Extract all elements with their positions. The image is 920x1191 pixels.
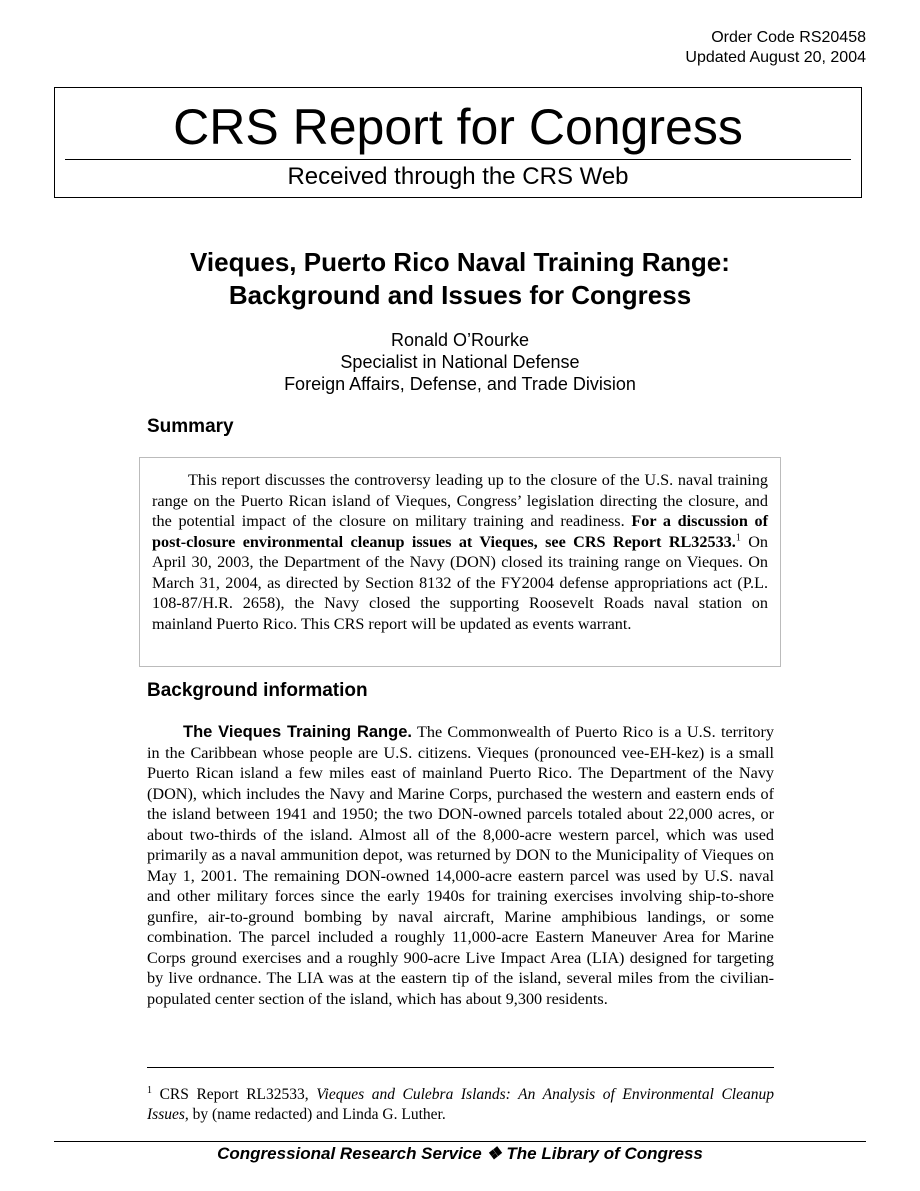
- summary-text-part-2: On April 30, 2003, the Department of the Navy (DON) closed its training range on Vieques. On March 31, 2004, as directed by Section 8132 of the FY2004 defense appropriations act (P.L. 108-87/H.R. 2658), the Navy closed the supporting Roosevelt Roads naval station on mainland Puerto Rico. This CRS report will be updated as events warrant.: [152, 532, 768, 633]
- footer-right: The Library of Congress: [506, 1144, 703, 1163]
- order-code: Order Code RS20458: [711, 29, 866, 46]
- footnote: [147, 1085, 774, 1125]
- background-heading: Background information: [147, 680, 368, 701]
- footnote-cited-title: Vieques and Culebra Islands: An Analysis of Environmental Cleanup Issues: [147, 1086, 774, 1123]
- masthead-subtitle: Received through the CRS Web: [287, 163, 629, 190]
- masthead: [54, 87, 862, 198]
- footer: [54, 1143, 866, 1165]
- summary-box: [139, 457, 781, 667]
- updated-date: Updated August 20, 2004: [685, 49, 866, 66]
- runin-heading: The Vieques Training Range.: [183, 723, 412, 741]
- author-title: Specialist in National Defense: [340, 352, 580, 372]
- author-division: Foreign Affairs, Defense, and Trade Division: [284, 374, 636, 394]
- masthead-rule: [65, 159, 851, 160]
- footer-rule: [54, 1141, 866, 1142]
- summary-text: [152, 470, 768, 634]
- footer-separator-icon: ❖: [486, 1144, 502, 1163]
- summary-text-part-1: This report discusses the controversy leading up to the closure of the U.S. naval training range on the Puerto Rican island of Vieques, Congress’ legislation directing the closure, and the potential impact of the closure on military training and readiness.: [152, 471, 768, 530]
- footnote-separator: [147, 1067, 774, 1068]
- author-block: [100, 329, 820, 395]
- document-title: [100, 246, 820, 312]
- author-name: Ronald O’Rourke: [390, 330, 530, 350]
- document-title-line-2: Background and Issues for Congress: [228, 280, 692, 310]
- summary-bold-text: For a discussion of post-closure environmental cleanup issues at Vieques, see CRS Report RL32533.: [152, 512, 769, 551]
- footnote-text-part-2: , by (name redacted) and Linda G. Luther.: [184, 1106, 446, 1123]
- order-info: [685, 28, 866, 68]
- footnote-marker: 1: [147, 1084, 152, 1096]
- footnote-text-part-1: CRS Report RL32533,: [152, 1086, 317, 1103]
- footer-left: Congressional Research Service: [217, 1144, 482, 1163]
- document-title-line-1: Vieques, Puerto Rico Naval Training Range:: [190, 247, 730, 277]
- background-paragraph: [147, 722, 774, 1009]
- background-text: The Commonwealth of Puerto Rico is a U.S. territory in the Caribbean whose people are U.S. citizens. Vieques (pronounced vee-EH-kez) is a small Puerto Rican island a few miles east of mainland Puerto Rico. The Department of the Navy (DON), which includes the Navy and Marine Corps, purchased the western and eastern ends of the island between 1941 and 1950; the two DON-owned parcels totaled about 22,000 acres, or about two-thirds of the island. Almost all of the 8,000-acre western parcel, which was used primarily as a naval ammunition depot, was returned by DON to the Municipality of Vieques on May 1, 2001. The remaining DON-owned 14,000-acre eastern parcel was used by U.S. naval and other military forces since the early 1940s for training exercises involving ship-to-shore gunfire, air-to-ground bombing by naval aircraft, Marine amphibious landings, or some combination. The parcel included a roughly 11,000-acre Eastern Maneuver Area for Marine Corps ground exercises and a roughly 900-acre Live Impact Area (LIA) designed for targeting by live ordnance. The LIA was at the eastern tip of the island, several miles from the civilian-populated center section of the island, which has about 9,300 residents.: [147, 723, 774, 1008]
- summary-heading: Summary: [147, 416, 234, 437]
- footnote-reference[interactable]: 1: [735, 532, 741, 544]
- masthead-title: CRS Report for Congress: [173, 99, 743, 155]
